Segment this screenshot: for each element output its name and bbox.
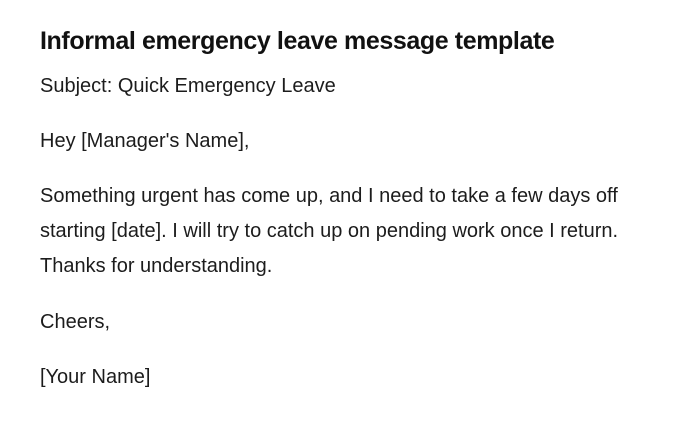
body-paragraph: Something urgent has come up, and I need to take a few days off starting [date]. I will try to catch up on pending work once I return. Thanks for understanding. bbox=[40, 185, 619, 277]
subject-line: Subject: Quick Emergency Leave bbox=[40, 75, 336, 97]
email-template-document bbox=[40, 24, 670, 395]
signature-line: [Your Name] bbox=[40, 366, 151, 388]
closing-line: Cheers, bbox=[40, 311, 111, 333]
page-title: Informal emergency leave message template bbox=[40, 27, 555, 55]
greeting-line: Hey [Manager's Name], bbox=[40, 130, 250, 152]
